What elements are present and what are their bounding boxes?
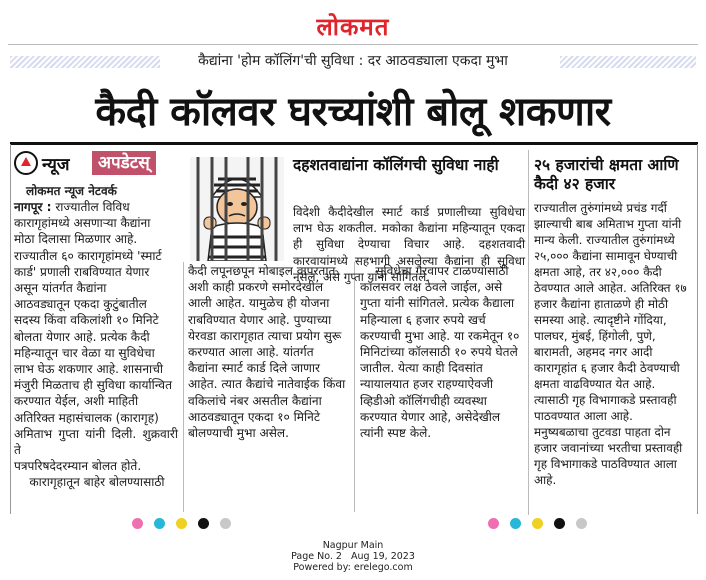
text-line: अतिरिक्त महासंचालक (कारागृह) — [14, 410, 159, 425]
register-dot — [132, 518, 143, 529]
text-line: आली आहेत. यामुळेच ही योजना — [188, 296, 330, 311]
text-line: गुप्ता यांनी सांगितले. प्रत्येक कैद्याला — [360, 296, 515, 311]
register-dot — [176, 518, 187, 529]
text-line: करण्याची मुभा आहे. या रकमेतून १० — [360, 328, 520, 343]
article-column-1 — [14, 199, 178, 491]
text-line: बोलण्याची मुभा असेल. — [188, 426, 289, 441]
text-line: कैदी लपूनछपून मोबाइल वापरतात. — [188, 264, 340, 278]
text-line: जातील. येत्या काही दिवसांत — [360, 361, 483, 376]
text-line: हजार जवानांच्या भरतीचा प्रस्तावही — [534, 441, 683, 455]
text-line: राज्यातील विविध — [51, 200, 130, 214]
box-body: विदेशी कैदीदेखील स्मार्ट कार्ड प्रणालीच्या सुविधेचा लाभ घेऊ शकतील. मकोका कैद्यांना महिन्यातून एकदा ही सुविधा देण्याचा विचार आहे. दहशतवादी कारवायांमध्ये सहभागी असलेल्या कैद्यांना ही सुविधा नसेल, असे गुप्ता यांनी सांगितले. — [293, 205, 525, 284]
masthead-logo: लोकमत — [316, 13, 390, 41]
text-line: सुविधेचा गैरवापर टाळण्यासाठी — [360, 264, 509, 278]
text-line: राज्यातील तुरुंगांमध्ये प्रचंड गर्दी — [534, 201, 667, 215]
badge-triangle-icon — [14, 151, 38, 175]
text-line: मंजुरी मिळताच ही सुविधा कार्यान्वित — [14, 378, 173, 393]
footer-edition: Nagpur Main — [322, 540, 384, 551]
text-line: २५,००० कैद्यांना सामावून घेण्याची — [534, 249, 678, 263]
text-line: आठवड्यातून एकदा कुटुंबातील — [14, 297, 147, 312]
frame-left — [10, 144, 11, 514]
text-line: आहे. — [534, 473, 557, 487]
register-dot — [198, 518, 209, 529]
text-line: असून यांतर्गत कैद्यांना — [14, 281, 107, 296]
register-dot — [554, 518, 565, 529]
register-dot — [532, 518, 543, 529]
frame-right — [697, 144, 698, 514]
article-column-4 — [534, 200, 692, 488]
footer-powered-by: Powered by: erelego.com — [293, 562, 413, 573]
text-line: पाठवण्यात आला आहे. — [534, 409, 633, 423]
column-separator — [354, 262, 355, 512]
headline-rule — [10, 142, 698, 145]
news-updates-badge — [14, 151, 174, 177]
badge-label-news: न्यूज — [42, 155, 70, 175]
text-line: हजार कैद्यांना हाताळणे ही मोठी — [534, 297, 669, 311]
text-line: येरवडा कारागृहात त्याचा प्रयोग सुरू — [188, 328, 342, 343]
text-line: बोलता येणार आहे. प्रत्येक कैदी — [14, 329, 150, 344]
text-line: त्यासाठी गृह विभागाकडे प्रस्तावही — [534, 393, 677, 407]
text-line: कॉलसवर लक्ष ठेवले जाईल, असे — [360, 280, 503, 295]
text-line: करण्यात येणार आहे, असेदेखील — [360, 409, 501, 424]
box-headline: दहशतवाद्यांना कॉलिंगची सुविधा नाही — [293, 156, 499, 174]
text-line: अशी काही प्रकरणे समोरदेखील — [188, 280, 324, 295]
text-line: झाल्याची बाब अमिताभ गुप्ता यांनी — [534, 217, 682, 231]
byline: लोकमत न्यूज नेटवर्क — [26, 184, 117, 198]
text-line: आठवड्यातून एकदा १० मिनिटे — [188, 409, 320, 424]
text-line: राबविण्यात येणार आहे. पुण्याच्या — [188, 312, 332, 327]
text-line: लाभ घेऊ शकणार आहे. शासनाची — [14, 362, 163, 377]
text-line: गृह विभागाकडे पाठविण्यात आला — [534, 457, 677, 471]
text-line: कारागृहातून बाहेर बोलण्यासाठी — [14, 475, 165, 490]
text-line: करण्यात आला आहे. यांतर्गत — [188, 345, 314, 360]
column-separator — [528, 150, 529, 515]
text-line: ठेवण्यात आले आहेत. अतिरिक्त १७ — [534, 281, 687, 295]
text-line: क्षमता आहे, तर ४२,००० कैदी — [534, 265, 662, 279]
text-line: मनुष्यबळाचा तुटवडा पाहता दोन — [534, 425, 671, 439]
text-line: करण्यात येईल, अशी माहिती — [14, 394, 139, 409]
register-dot — [488, 518, 499, 529]
text-line: त्यांनी स्पष्ट केले. — [360, 426, 432, 441]
register-dot — [576, 518, 587, 529]
text-line: सदस्य किंवा वकिलांशी १० मिनिटे — [14, 313, 159, 328]
register-dot — [154, 518, 165, 529]
text-line: राज्यातील ६० कारागृहांमध्ये 'स्मार्ट — [14, 248, 162, 263]
text-line: न्यायालयात हजर राहण्याऐवजी — [360, 377, 494, 392]
text-line: समस्या आहे. त्यादृष्टीने गोंदिया, — [534, 313, 667, 327]
text-line: पालघर, मुंबई, हिंगोली, पुणे, — [534, 329, 656, 343]
text-line: पत्रपरिषदेदरम्यान बोलत होते. — [14, 459, 142, 474]
register-marks-left — [132, 518, 242, 530]
register-marks-right — [488, 518, 598, 530]
text-line: वकिलांचे नंबर असतील कैद्यांना — [188, 393, 322, 408]
text-line: कार्ड' प्रणाली राबविण्यात येणार — [14, 264, 150, 279]
headline: कैदी कॉलवर घरच्यांशी बोलू शकणार — [95, 89, 611, 135]
text-line: मिनिटांच्या कॉलसाठी १० रुपये घेतले — [360, 345, 518, 360]
footer-page-date: Page No. 2 Aug 19, 2023 — [291, 551, 415, 562]
text-line: मोठा दिलासा मिळणार आहे. — [14, 232, 138, 247]
text-line: कारागृहांत ६ हजार कैदी ठेवण्याची — [534, 361, 680, 375]
text-line: कारागृहांमध्ये असणाऱ्या कैद्यांना — [14, 216, 151, 231]
text-line: बारामती, अहमद नगर आदी — [534, 345, 653, 359]
badge-label-updates: अपडेटस् — [92, 151, 156, 175]
text-line: मान्य केली. राज्यातील तुरुंगांमध्ये — [534, 233, 675, 247]
text-line — [14, 199, 178, 215]
text-line: अमिताभ गुप्ता यांनी दिली. शुक्रवारी ते — [14, 426, 178, 458]
text-line: महिन्यातून चार वेळा या सुविधेचा — [14, 345, 155, 360]
prisoner-illustration — [190, 157, 284, 261]
masthead-rule — [8, 44, 698, 45]
article-column-3 — [360, 263, 522, 441]
text-line: आहेत. त्यात कैद्यांचे नातेवाईक किंवा — [188, 377, 346, 392]
text-line: महिन्याला ६ हजार रुपये खर्च — [360, 312, 486, 327]
dateline: नागपूर : — [14, 200, 52, 214]
article-column-2 — [188, 263, 349, 441]
column-separator — [183, 262, 184, 512]
text-line: क्षमता वाढविण्यात येत आहे. — [534, 377, 656, 391]
register-dot — [510, 518, 521, 529]
register-dot — [220, 518, 231, 529]
kicker: कैद्यांना 'होम कॉलिंग'ची सुविधा : दर आठवड्याला एकदा मुभा — [198, 53, 508, 69]
sidebar-headline: २५ हजारांची क्षमता आणि कैदी ४२ हजार — [534, 156, 679, 193]
text-line: कैद्यांना स्मार्ट कार्ड दिले जाणार — [188, 361, 320, 376]
text-line: व्हिडीओ कॉलिंगचीही व्यवस्था — [360, 393, 487, 408]
